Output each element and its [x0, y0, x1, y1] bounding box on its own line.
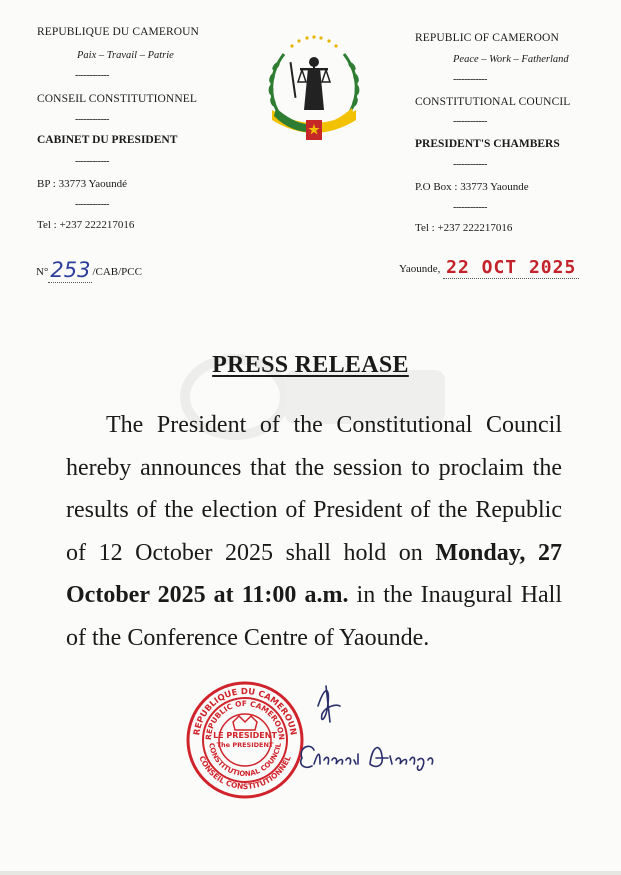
telephone-fr: Tel : +237 222217016: [37, 219, 135, 231]
body-line: The President of the Constitutional Council: [106, 412, 562, 438]
reference-handwritten-number: 253: [50, 258, 91, 282]
constitutional-council-emblem-icon: [262, 32, 366, 146]
separator: ------------: [453, 159, 487, 170]
separator: ------------: [75, 70, 109, 81]
body-text-normal: in the Inaugural Hall: [348, 582, 563, 608]
handwritten-signature-icon: [296, 676, 446, 786]
page-title: PRESS RELEASE: [212, 352, 409, 378]
institution-name-fr: CONSEIL CONSTITUTIONNEL: [37, 93, 197, 105]
page-bottom-edge: [0, 871, 621, 875]
svg-text:CONSEIL CONSTITUTIONNEL: CONSEIL CONSTITUTIONNEL: [197, 754, 293, 792]
svg-text:CONSTITUTIONAL COUNCIL: CONSTITUTIONAL COUNCIL: [207, 742, 283, 779]
reference-suffix: /CAB/PCC: [92, 266, 142, 278]
body-line: hereby announces that the session to proclaim the: [66, 454, 562, 481]
reference-prefix: N°: [36, 266, 49, 278]
body-line: [66, 574, 562, 617]
separator: ------------: [453, 202, 487, 213]
body-text-normal: of 12 October 2025 shall hold on: [66, 539, 436, 566]
separator: ------------: [75, 114, 109, 125]
separator: ------------: [453, 74, 487, 85]
country-name-en: REPUBLIC OF CAMEROON: [415, 32, 559, 44]
telephone-en: Tel : +237 222217016: [415, 222, 513, 234]
country-name-fr: REPUBLIQUE DU CAMEROUN: [37, 26, 199, 38]
cabinet-name-en: PRESIDENT'S CHAMBERS: [415, 138, 560, 150]
body-text-bold: October 2025 at 11:00 a.m.: [66, 582, 349, 608]
po-box-fr: BP : 33773 Yaoundé: [37, 178, 128, 190]
body-line: [66, 532, 562, 575]
motto-en: Peace – Work – Fatherland: [453, 54, 569, 65]
body-line: results of the election of President of the Republic: [66, 497, 562, 523]
body-text-bold: Monday, 27: [435, 539, 562, 566]
cabinet-name-fr: CABINET DU PRESIDENT: [37, 134, 178, 146]
separator: ------------: [453, 116, 487, 127]
body-line: of the Conference Centre of Yaounde.: [66, 624, 430, 651]
dateline: [399, 257, 579, 278]
svg-text:The PRESIDENT: The PRESIDENT: [216, 741, 274, 749]
presidential-seal-icon: [185, 680, 305, 800]
motto-fr: Paix – Travail – Patrie: [77, 50, 174, 61]
reference-number: [36, 258, 142, 282]
institution-name-en: CONSTITUTIONAL COUNCIL: [415, 96, 571, 108]
svg-text:LE PRESIDENT: LE PRESIDENT: [213, 731, 277, 740]
dateline-city: Yaounde,: [399, 263, 441, 275]
po-box-en: P.O Box : 33773 Yaounde: [415, 181, 529, 193]
svg-text:REPUBLIQUE DU CAMEROUN: REPUBLIQUE DU CAMEROUN: [192, 686, 298, 737]
date-stamp: 22 OCT 2025: [443, 257, 579, 279]
separator: ------------: [75, 156, 109, 167]
separator: ------------: [75, 199, 109, 210]
svg-text:REPUBLIC OF CAMEROON: REPUBLIC OF CAMEROON: [203, 698, 287, 741]
press-release-body: [66, 404, 562, 659]
